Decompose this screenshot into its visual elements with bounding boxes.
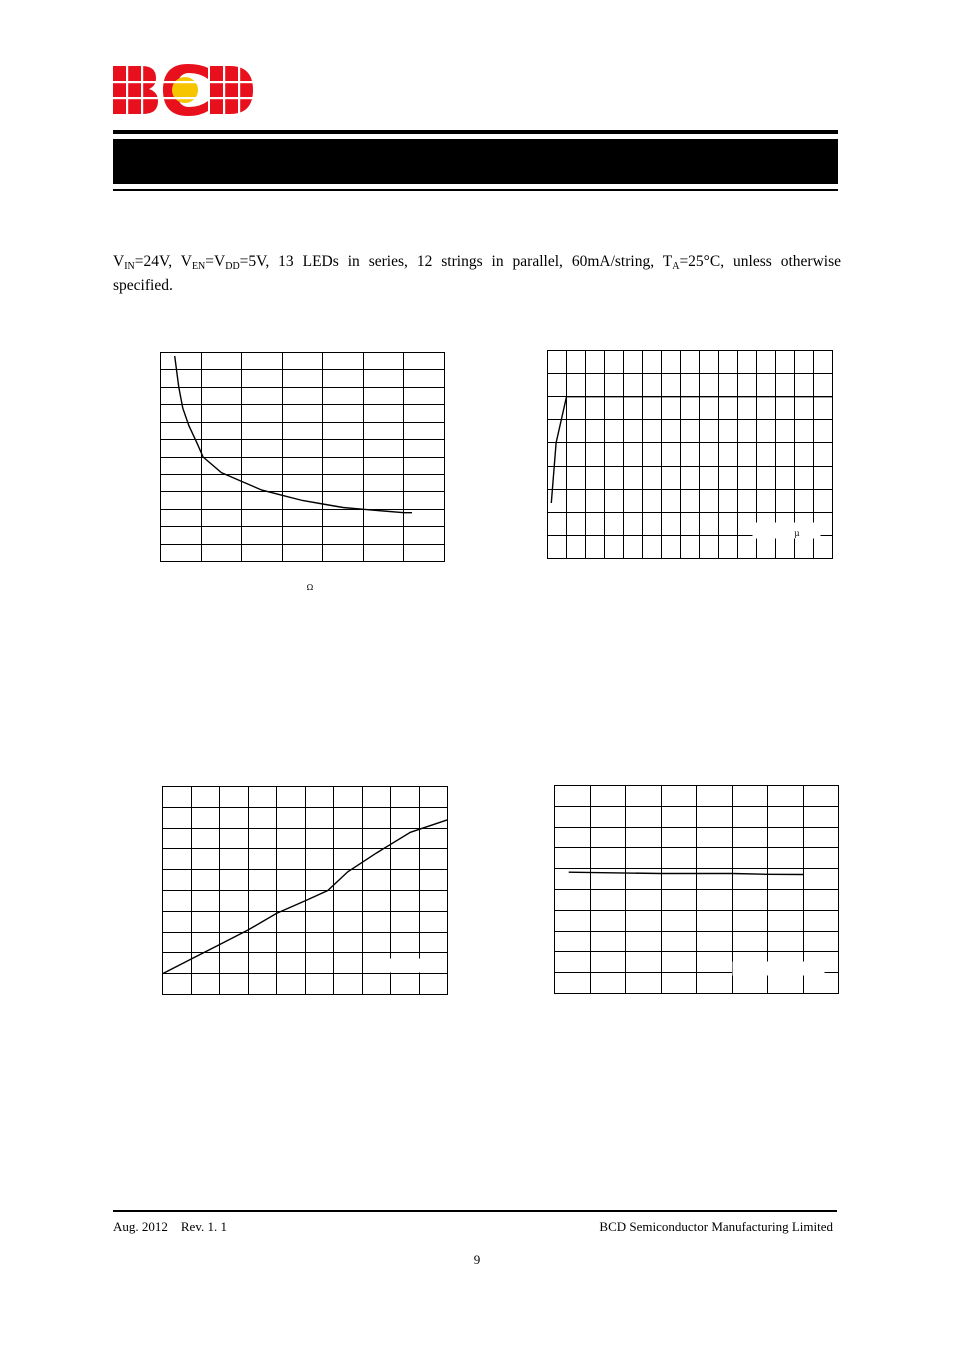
series-line-1 [175,356,412,513]
footer-rule [113,1210,837,1212]
title-underline [113,189,838,191]
title-bar [113,139,838,184]
chart-2-plot [548,351,833,559]
test-conditions [113,250,841,298]
header-rule [113,130,838,134]
conditions-line-1: $V_{IN}=24V$, $V_{EN}=V_{DD}=5V$, 13 LEDs in series, 12 strings in parallel, 60mA/string, $T_A=25^\circ C$, unless otherwise [113,253,841,272]
chart-1-plot [161,353,445,562]
legend-box [733,962,825,976]
chart-3-plot [163,787,448,995]
chart-3 [162,786,448,995]
footer-date: Aug. 2012 [113,1219,168,1234]
series-line-1 [551,397,832,503]
chart-4 [554,785,839,994]
legend-box [753,523,821,539]
logo-text: BCD [112,64,115,65]
footer-company: BCD Semiconductor Manufacturing Limited [599,1219,833,1234]
page-number: 9 [473,1252,481,1267]
conditions-line-2: specified. [113,277,173,294]
chart-4-plot [555,786,839,994]
chart-1 [160,352,445,597]
chart-2-legend-unit: μ [794,529,800,538]
chart-1-xlabel: Ω [306,583,314,592]
footer-rev: Rev. 1. 1 [180,1219,227,1234]
bcd-logo [112,64,254,116]
footer-revision [113,1219,227,1235]
legend-box [383,959,431,973]
chart-2 [547,350,833,559]
